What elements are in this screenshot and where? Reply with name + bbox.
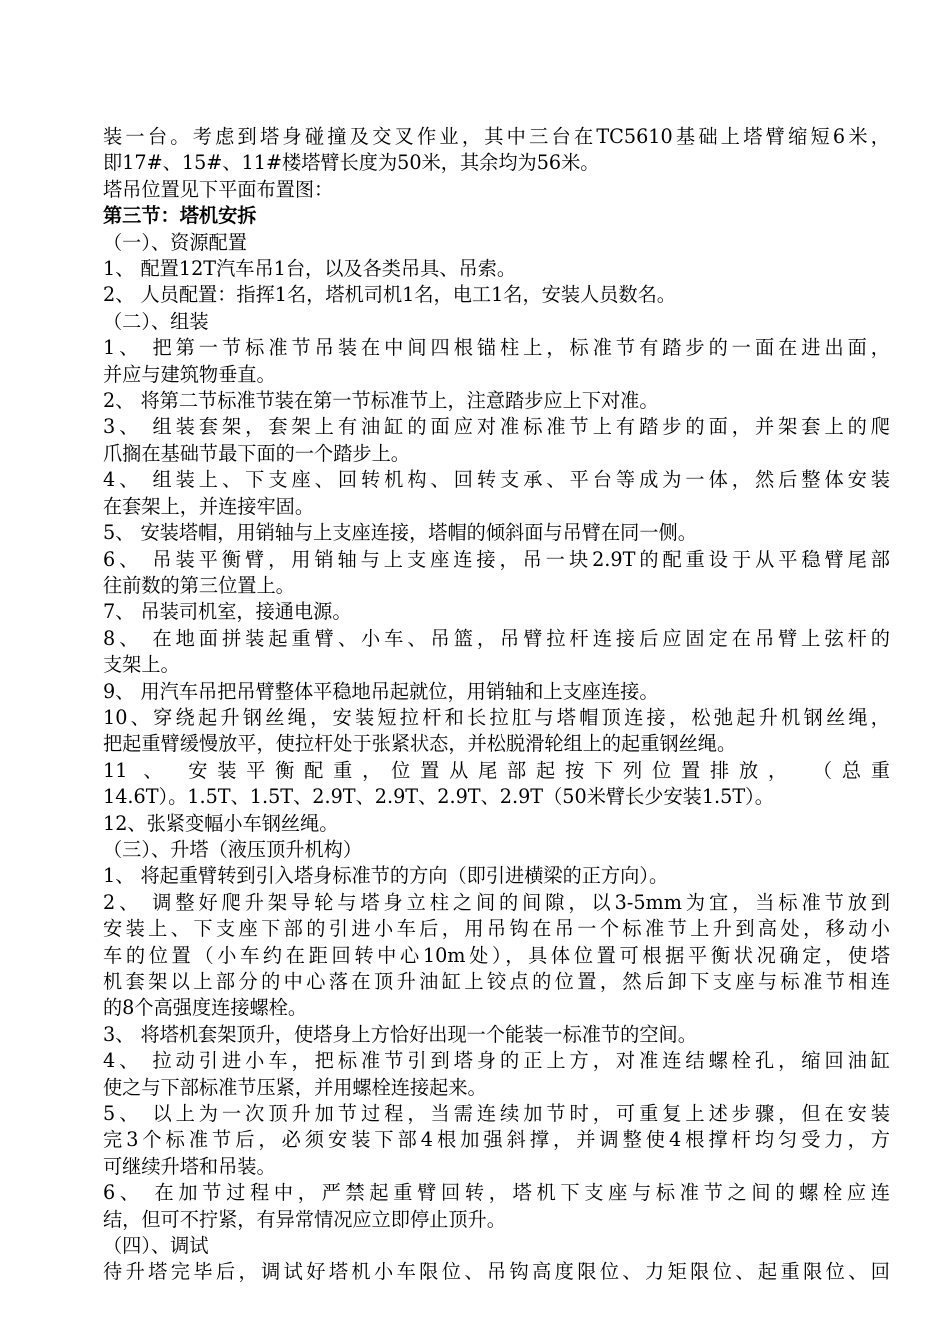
- subsection-heading: （一）、资源配置: [103, 230, 247, 254]
- list-item-continued: 在套架上，并连接牢固。: [103, 494, 315, 518]
- list-item: 4、 拉动引进小车，把标准节引到塔身的正上方，对准连结螺栓孔，缩回油缸: [103, 1049, 890, 1073]
- text-line: 装一台。考虑到塔身碰撞及交叉作业，其中三台在TC5610基础上塔臂缩短6米，: [103, 125, 890, 148]
- list-item: 4、 组装上、下支座、回转机构、回转支承、平台等成为一体，然后整体安装: [103, 468, 890, 492]
- subsection-heading: （二）、组装: [103, 309, 209, 333]
- document-page: [103, 124, 890, 1286]
- list-item: 1、 将起重臂转到引入塔身标准节的方向（即引进横梁的正方向）。: [103, 864, 669, 888]
- list-item: 2、 将第二节标准节装在第一节标准节上，注意踏步应上下对准。: [103, 389, 659, 413]
- list-item: 9、 用汽车吊把吊臂整体平稳地吊起就位，用销轴和上支座连接。: [103, 679, 659, 703]
- list-item-continued: 机套架以上部分的中心落在顶升油缸上铰点的位置，然后卸下支座与标准节相连: [103, 970, 890, 993]
- list-item-continued: 并应与建筑物垂直。: [103, 362, 276, 386]
- list-item-continued: 车的位置（小车约在距回转中心10m处），具体位置可根据平衡状况确定，使塔: [103, 943, 890, 967]
- list-item: 12、张紧变幅小车钢丝绳。: [103, 811, 339, 835]
- list-item: 2、 调整好爬升架导轮与塔身立柱之间的间隙，以3-5mm为宜，当标准节放到: [103, 890, 890, 914]
- text-line: 即17#、15#、11#楼塔臂长度为50米，其余均为56米。: [103, 151, 600, 175]
- list-item: 7、 吊装司机室，接通电源。: [103, 600, 352, 624]
- list-item: 6、 吊装平衡臂，用销轴与上支座连接，吊一块2.9T的配重设于从平稳臂尾部: [103, 547, 890, 571]
- text-line: 待升塔完毕后，调试好塔机小车限位、吊钩高度限位、力矩限位、起重限位、回: [103, 1260, 890, 1284]
- list-item: 10、穿绕起升钢丝绳，安装短拉杆和长拉肛与塔帽顶连接，松弛起升机钢丝绳，: [103, 705, 890, 729]
- subsection-heading: （三）、升塔（液压顶升机构）: [103, 837, 363, 861]
- list-item-continued: 结，但可不拧紧，有异常情况应立即停止顶升。: [103, 1207, 506, 1231]
- list-item: 8、 在地面拼装起重臂、小车、吊篮，吊臂拉杆连接后应固定在吊臂上弦杆的: [103, 626, 890, 650]
- list-item-continued: 使之与下部标准节压紧，并用螺栓连接起来。: [103, 1075, 487, 1099]
- list-item-continued: 14.6T）。1.5T、1.5T、2.9T、2.9T、2.9T、2.9T（50米臂长少安装1.5T）。: [103, 785, 774, 809]
- list-item-continued: 把起重臂缓慢放平，使拉杆处于张紧状态，并松脱滑轮组上的起重钢丝绳。: [103, 732, 737, 756]
- list-item: 2、 人员配置：指挥1名，塔机司机1名，电工1名，安装人员数名。: [103, 283, 676, 307]
- list-item: 1、 配置12T汽车吊1台，以及各类吊具、吊索。: [103, 257, 517, 281]
- list-item: 5、 以上为一次顶升加节过程，当需连续加节时，可重复上述步骤，但在安装: [103, 1102, 890, 1126]
- list-item: 1、 把第一节标准节吊装在中间四根锚柱上，标准节有踏步的一面在进出面，: [103, 336, 890, 360]
- text-line: 塔吊位置见下平面布置图：: [103, 177, 334, 201]
- list-item-continued: 完3个标准节后，必须安装下部4根加强斜撑，并调整使4根撑杆均匀受力，方: [103, 1128, 890, 1152]
- list-item-continued: 支架上。: [103, 653, 180, 677]
- list-item-continued: 往前数的第三位置上。: [103, 573, 295, 597]
- list-item-continued: 爪搁在基础节最下面的一个踏步上。: [103, 441, 410, 465]
- list-item-continued: 安装上、下支座下部的引进小车后，用吊钩在吊一个标准节上升到高处，移动小: [103, 917, 890, 941]
- list-item: 6、 在加节过程中，严禁起重臂回转，塔机下支座与标准节之间的螺栓应连: [103, 1181, 890, 1205]
- list-item: 3、 将塔机套架顶升，使塔身上方恰好出现一个能装一标准节的空间。: [103, 1022, 697, 1046]
- subsection-heading: （四）、调试: [103, 1234, 209, 1258]
- list-item: 3、 组装套架，套架上有油缸的面应对准标准节上有踏步的面，并架套上的爬: [103, 415, 890, 439]
- list-item: 5、 安装塔帽，用销轴与上支座连接，塔帽的倾斜面与吊臂在同一侧。: [103, 521, 697, 545]
- list-item: 11 、 安装平衡配重，位置从尾部起按下列位置排放， （总重: [103, 758, 890, 782]
- list-item-continued: 的8个高强度连接螺栓。: [103, 996, 308, 1020]
- list-item-continued: 可继续升塔和吊装。: [103, 1154, 276, 1178]
- section-heading: 第三节：塔机安拆: [103, 204, 257, 228]
